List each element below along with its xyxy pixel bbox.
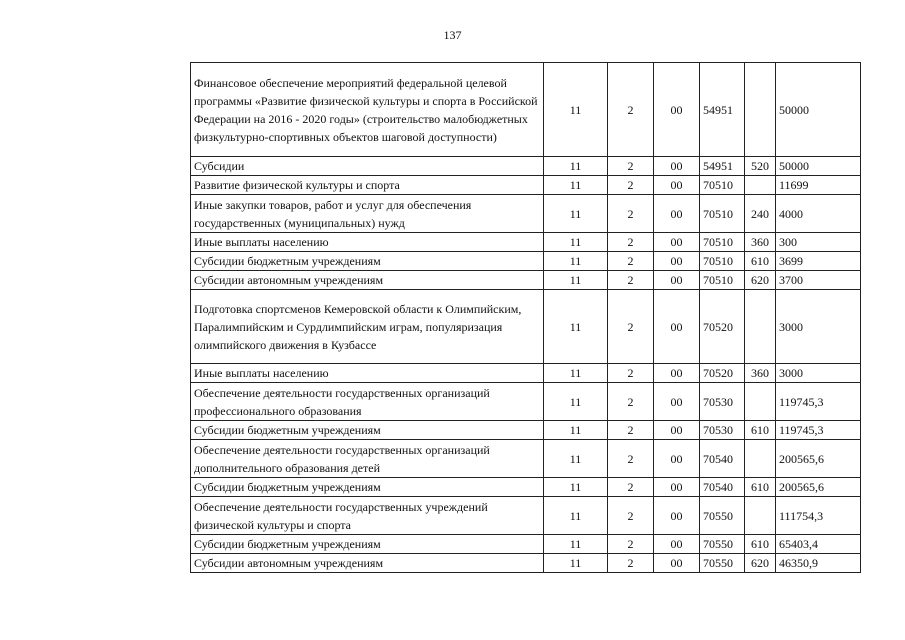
row-subsection: 2 xyxy=(608,535,654,554)
table-row xyxy=(191,364,861,383)
row-section: 11 xyxy=(544,252,608,271)
table-row xyxy=(191,63,861,157)
table-row xyxy=(191,157,861,176)
row-amount: 4000 xyxy=(776,195,861,233)
row-name: Обеспечение деятельности государственных организаций дополнительного образования детей xyxy=(191,440,544,478)
row-expense-type: 610 xyxy=(745,478,776,497)
row-name: Субсидии xyxy=(191,157,544,176)
row-subsection: 2 xyxy=(608,290,654,364)
row-program: 00 xyxy=(654,364,700,383)
table-row xyxy=(191,497,861,535)
row-expense-type: 610 xyxy=(745,421,776,440)
table-row xyxy=(191,290,861,364)
row-name: Финансовое обеспечение мероприятий федеральной целевой программы «Развитие физической культуры и спорта в Российской Федерации на 2016 - 2020 годы» (строительство малобюджетных физкультурно-спортивных объектов шаговой доступности) xyxy=(191,63,544,157)
row-program: 00 xyxy=(654,554,700,573)
row-subsection: 2 xyxy=(608,554,654,573)
row-article: 70540 xyxy=(700,440,745,478)
row-expense-type xyxy=(745,176,776,195)
row-section: 11 xyxy=(544,497,608,535)
row-section: 11 xyxy=(544,271,608,290)
row-name: Субсидии автономным учреждениям xyxy=(191,271,544,290)
row-name: Обеспечение деятельности государственных организаций профессионального образования xyxy=(191,383,544,421)
row-section: 11 xyxy=(544,421,608,440)
row-subsection: 2 xyxy=(608,271,654,290)
row-amount: 200565,6 xyxy=(776,478,861,497)
row-expense-type: 520 xyxy=(745,157,776,176)
row-amount: 3699 xyxy=(776,252,861,271)
row-amount: 119745,3 xyxy=(776,383,861,421)
row-program: 00 xyxy=(654,383,700,421)
row-subsection: 2 xyxy=(608,176,654,195)
row-article: 70530 xyxy=(700,383,745,421)
row-amount: 200565,6 xyxy=(776,440,861,478)
table-row xyxy=(191,233,861,252)
row-article: 54951 xyxy=(700,157,745,176)
row-article: 70540 xyxy=(700,478,745,497)
row-article: 70510 xyxy=(700,176,745,195)
row-subsection: 2 xyxy=(608,252,654,271)
table-row xyxy=(191,535,861,554)
row-program: 00 xyxy=(654,176,700,195)
row-name: Субсидии автономным учреждениям xyxy=(191,554,544,573)
row-program: 00 xyxy=(654,421,700,440)
table-row xyxy=(191,383,861,421)
row-program: 00 xyxy=(654,497,700,535)
row-expense-type xyxy=(745,440,776,478)
row-name: Подготовка спортсменов Кемеровской области к Олимпийским, Паралимпийским и Сурдлимпийским играм, популяризация олимпийского движения в Кузбассе xyxy=(191,290,544,364)
row-subsection: 2 xyxy=(608,497,654,535)
table-row xyxy=(191,271,861,290)
row-expense-type: 620 xyxy=(745,554,776,573)
row-amount: 300 xyxy=(776,233,861,252)
table-row xyxy=(191,195,861,233)
row-section: 11 xyxy=(544,364,608,383)
row-name: Обеспечение деятельности государственных учреждений физической культуры и спорта xyxy=(191,497,544,535)
table-row xyxy=(191,440,861,478)
row-program: 00 xyxy=(654,195,700,233)
row-subsection: 2 xyxy=(608,421,654,440)
row-article: 70510 xyxy=(700,271,745,290)
row-expense-type xyxy=(745,497,776,535)
row-amount: 65403,4 xyxy=(776,535,861,554)
row-program: 00 xyxy=(654,440,700,478)
row-expense-type xyxy=(745,290,776,364)
row-amount: 3000 xyxy=(776,290,861,364)
row-expense-type: 360 xyxy=(745,233,776,252)
row-program: 00 xyxy=(654,157,700,176)
row-expense-type xyxy=(745,383,776,421)
row-section: 11 xyxy=(544,478,608,497)
row-program: 00 xyxy=(654,535,700,554)
row-section: 11 xyxy=(544,440,608,478)
row-amount: 111754,3 xyxy=(776,497,861,535)
row-expense-type: 240 xyxy=(745,195,776,233)
row-section: 11 xyxy=(544,554,608,573)
row-name: Субсидии бюджетным учреждениям xyxy=(191,252,544,271)
row-subsection: 2 xyxy=(608,233,654,252)
row-program: 00 xyxy=(654,478,700,497)
table-row xyxy=(191,176,861,195)
page-number: 137 xyxy=(443,28,462,42)
table-row xyxy=(191,478,861,497)
row-article: 70550 xyxy=(700,535,745,554)
row-program: 00 xyxy=(654,63,700,157)
row-name: Субсидии бюджетным учреждениям xyxy=(191,535,544,554)
row-amount: 11699 xyxy=(776,176,861,195)
row-program: 00 xyxy=(654,271,700,290)
row-article: 70550 xyxy=(700,497,745,535)
row-subsection: 2 xyxy=(608,63,654,157)
table-row xyxy=(191,554,861,573)
row-expense-type xyxy=(745,63,776,157)
row-program: 00 xyxy=(654,290,700,364)
row-subsection: 2 xyxy=(608,195,654,233)
row-name: Субсидии бюджетным учреждениям xyxy=(191,478,544,497)
row-amount: 50000 xyxy=(776,157,861,176)
row-amount: 3000 xyxy=(776,364,861,383)
row-amount: 50000 xyxy=(776,63,861,157)
row-name: Иные выплаты населению xyxy=(191,233,544,252)
row-subsection: 2 xyxy=(608,383,654,421)
row-expense-type: 610 xyxy=(745,535,776,554)
row-program: 00 xyxy=(654,252,700,271)
row-name: Субсидии бюджетным учреждениям xyxy=(191,421,544,440)
row-amount: 46350,9 xyxy=(776,554,861,573)
row-article: 70550 xyxy=(700,554,745,573)
row-section: 11 xyxy=(544,233,608,252)
row-section: 11 xyxy=(544,535,608,554)
row-name: Развитие физической культуры и спорта xyxy=(191,176,544,195)
row-section: 11 xyxy=(544,383,608,421)
row-amount: 119745,3 xyxy=(776,421,861,440)
row-name: Иные выплаты населению xyxy=(191,364,544,383)
row-article: 70520 xyxy=(700,290,745,364)
row-subsection: 2 xyxy=(608,478,654,497)
budget-table xyxy=(190,62,861,573)
row-section: 11 xyxy=(544,290,608,364)
row-name: Иные закупки товаров, работ и услуг для обеспечения государственных (муниципальных) нужд xyxy=(191,195,544,233)
row-article: 70520 xyxy=(700,364,745,383)
row-article: 70510 xyxy=(700,233,745,252)
table-row xyxy=(191,252,861,271)
row-expense-type: 360 xyxy=(745,364,776,383)
row-amount: 3700 xyxy=(776,271,861,290)
row-section: 11 xyxy=(544,157,608,176)
row-article: 70530 xyxy=(700,421,745,440)
row-section: 11 xyxy=(544,176,608,195)
row-expense-type: 610 xyxy=(745,252,776,271)
row-article: 54951 xyxy=(700,63,745,157)
row-subsection: 2 xyxy=(608,364,654,383)
table-row xyxy=(191,421,861,440)
row-section: 11 xyxy=(544,63,608,157)
row-program: 00 xyxy=(654,233,700,252)
row-subsection: 2 xyxy=(608,440,654,478)
row-article: 70510 xyxy=(700,195,745,233)
row-expense-type: 620 xyxy=(745,271,776,290)
row-subsection: 2 xyxy=(608,157,654,176)
row-section: 11 xyxy=(544,195,608,233)
row-article: 70510 xyxy=(700,252,745,271)
